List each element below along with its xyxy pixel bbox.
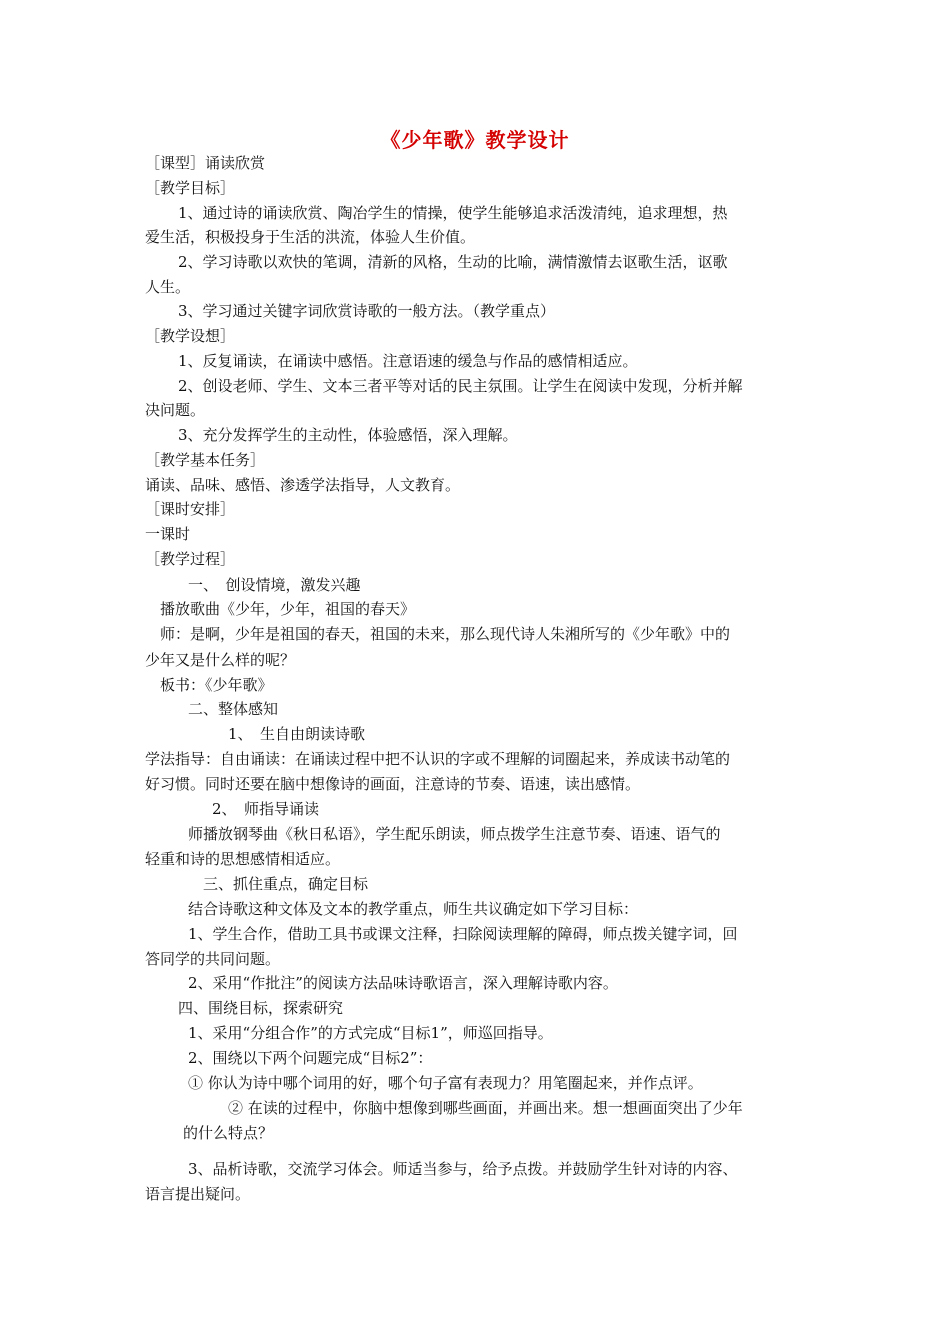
- text-line: 3、充分发挥学生的主动性，体验感悟，深入理解。: [178, 426, 518, 444]
- text-line: 语言提出疑问。: [145, 1185, 251, 1203]
- text-line: 1、反复诵读，在诵读中感悟。注意语速的缓急与作品的感情相适应。: [178, 352, 638, 370]
- text-line: ② 在读的过程中，你脑中想像到哪些画面，并画出来。想一想画面突出了少年: [228, 1099, 743, 1117]
- text-line: 2、采用“作批注”的阅读方法品味诗歌语言，深入理解诗歌内容。: [188, 974, 618, 992]
- text-line: 2、创设老师、学生、文本三者平等对话的民主氛围。让学生在阅读中发现，分析并解: [178, 377, 743, 395]
- text-line: 的什么特点？: [183, 1124, 274, 1142]
- text-line: ① 你认为诗中哪个词用的好，哪个句子富有表现力？用笔圈起来，并作点评。: [188, 1074, 703, 1092]
- text-line: 二、整体感知: [188, 700, 279, 718]
- text-line: 3、品析诗歌，交流学习体会。师适当参与，给予点拨。并鼓励学生针对诗的内容、: [188, 1160, 738, 1178]
- text-line: ［教学目标］: [145, 179, 236, 197]
- text-line: 学法指导：自由诵读：在诵读过程中把不认识的字或不理解的词圈起来，养成读书动笔的: [145, 750, 731, 768]
- text-line: 答同学的共同问题。: [145, 950, 281, 968]
- text-line: ［教学设想］: [145, 327, 236, 345]
- text-line: 1、通过诗的诵读欣赏、陶冶学生的情操，使学生能够追求活泼清纯，追求理想，热: [178, 204, 728, 222]
- text-line: 3、学习通过关键字词欣赏诗歌的一般方法。（教学重点）: [178, 302, 556, 320]
- text-line: ［课时安排］: [145, 500, 236, 518]
- text-line: 1、采用“分组合作”的方式完成“目标1”，师巡回指导。: [188, 1024, 553, 1042]
- text-line: ［教学过程］: [145, 550, 236, 568]
- text-line: 2、学习诗歌以欢快的笔调，清新的风格，生动的比喻，满情激情去讴歌生活，讴歌: [178, 253, 728, 271]
- text-line: 1、 生自由朗读诗歌: [228, 725, 366, 743]
- text-line: 播放歌曲《少年，少年，祖国的春天》: [160, 600, 416, 618]
- text-line: 诵读、品味、感悟、渗透学法指导，人文教育。: [145, 476, 461, 494]
- text-line: 一课时: [145, 525, 191, 543]
- text-line: 结合诗歌这种文体及文本的教学重点，师生共议确定如下学习目标：: [188, 900, 639, 918]
- text-line: ［课型］诵读欣赏: [145, 154, 266, 172]
- text-line: 人生。: [145, 278, 191, 296]
- text-line: 师：是啊，少年是祖国的春天，祖国的未来，那么现代诗人朱湘所写的《少年歌》中的: [160, 625, 731, 643]
- text-line: 好习惯。同时还要在脑中想像诗的画面，注意诗的节奏、语速，读出感情。: [145, 775, 641, 793]
- document-title: 《少年歌》教学设计: [380, 128, 570, 152]
- text-line: 三、抓住重点，确定目标: [203, 875, 369, 893]
- text-line: 2、围绕以下两个问题完成“目标2”：: [188, 1049, 433, 1067]
- text-line: 少年又是什么样的呢？: [145, 651, 296, 669]
- text-line: 轻重和诗的思想感情相适应。: [145, 850, 341, 868]
- text-line: 1、学生合作，借助工具书或课文注释，扫除阅读理解的障碍，师点拨关键字词，回: [188, 925, 738, 943]
- text-line: 决问题。: [145, 401, 206, 419]
- text-line: 一、 创设情境，激发兴趣: [188, 576, 361, 594]
- text-line: 师播放钢琴曲《秋日私语》，学生配乐朗读，师点拨学生注意节奏、语速、语气的: [188, 825, 721, 843]
- text-line: 四、围绕目标，探索研究: [178, 999, 344, 1017]
- text-line: 板书：《少年歌》: [160, 676, 273, 694]
- text-line: ［教学基本任务］: [145, 451, 266, 469]
- text-line: 爱生活，积极投身于生活的洪流，体验人生价值。: [145, 228, 476, 246]
- text-line: 2、 师指导诵读: [212, 800, 320, 818]
